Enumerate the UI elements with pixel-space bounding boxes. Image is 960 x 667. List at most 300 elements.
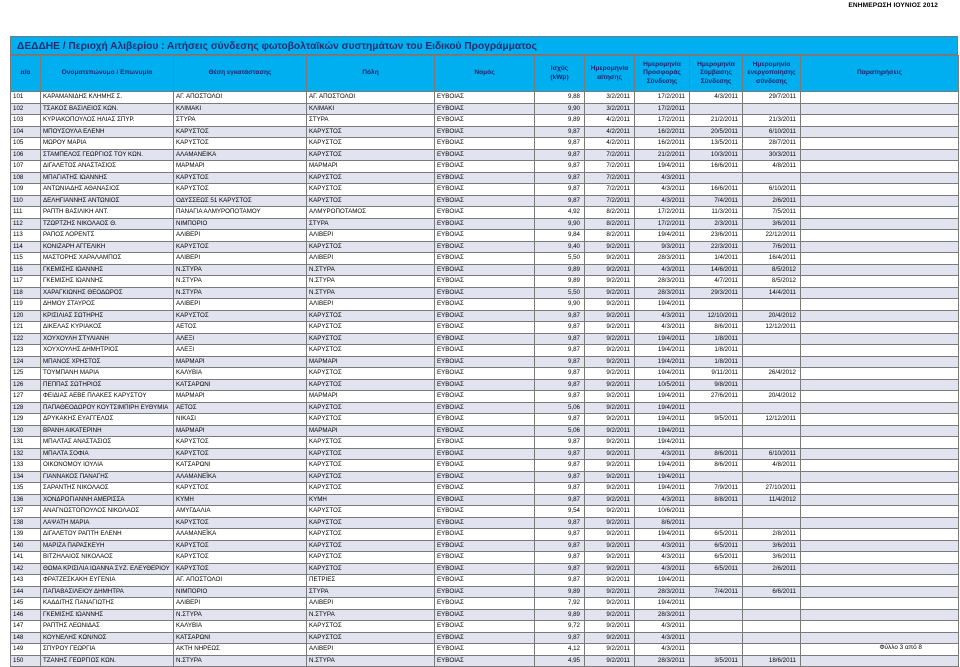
col-activation-date-cell: 27/10/2011 (743, 483, 801, 495)
col-offer-date-cell: 19/4/2011 (635, 471, 690, 483)
col-offer-date-cell: 4/3/2011 (635, 172, 690, 184)
col-application-date-cell: 9/2/2011 (585, 379, 635, 391)
table-row (11, 161, 959, 173)
col-name-cell: ΤΣΑΚΟΣ ΒΑΣΙΛΕΙΟΣ ΚΩΝ. (41, 103, 174, 115)
col-city-cell: ΚΑΡΥΣΤΟΣ (307, 563, 435, 575)
col-power-cell: 9,90 (535, 299, 585, 311)
col-location-cell: ΚΑΡΥΣΤΟΣ (174, 552, 307, 564)
col-offer-date-cell: 17/2/2011 (635, 103, 690, 115)
col-prefecture-cell: ΕΥΒΟΙΑΣ (435, 552, 535, 564)
col-location-cell: Ν.ΣΤΥΡΑ (174, 287, 307, 299)
col-index-cell: 101 (11, 92, 41, 104)
col-contract-date-cell: 3/5/2011 (690, 655, 743, 667)
col-power-cell: 9,87 (535, 494, 585, 506)
col-remarks-cell (801, 184, 959, 196)
col-application-date-cell: 9/2/2011 (585, 529, 635, 541)
col-power-cell: 5,06 (535, 425, 585, 437)
col-offer-date-cell: 17/2/2011 (635, 207, 690, 219)
col-application-date-cell: 9/2/2011 (585, 621, 635, 633)
table-row (11, 517, 959, 529)
col-activation-date-cell (743, 299, 801, 311)
table-row (11, 287, 959, 299)
col-contract-date-cell (690, 621, 743, 633)
col-power-cell: 5,50 (535, 287, 585, 299)
col-name-cell: ΤΖΑΝΗΣ ΓΕΩΡΓΙΟΣ ΚΩΝ. (41, 655, 174, 667)
col-prefecture-cell: ΕΥΒΟΙΑΣ (435, 368, 535, 380)
col-name-cell: ΠΑΠΑΒΑΣΙΛΕΙΟΥ ΔΗΜΗΤΡΑ (41, 586, 174, 598)
col-name-cell: ΚΥΡΙΑΚΟΠΟΥΛΟΣ ΗΛΙΑΣ ΣΠΥΡ. (41, 115, 174, 127)
col-offer-date-cell: 19/4/2011 (635, 345, 690, 357)
col-offer-date-cell: 19/4/2011 (635, 368, 690, 380)
col-location-cell: ΚΑΡΥΣΤΟΣ (174, 310, 307, 322)
col-activation-date-cell: 11/4/2012 (743, 494, 801, 506)
col-contract-date-cell: 6/5/2011 (690, 563, 743, 575)
col-location-cell: ΚΑΡΥΣΤΟΣ (174, 172, 307, 184)
col-name-cell: ΓΚΕΜΙΣΗΣ ΙΩΑΝΝΗΣ (41, 609, 174, 621)
col-location-cell: Ν.ΣΤΥΡΑ (174, 609, 307, 621)
col-offer-date-cell: 19/4/2011 (635, 391, 690, 403)
col-contract-date-cell (690, 103, 743, 115)
col-city-header: Πόλη (307, 56, 435, 92)
col-prefecture-cell: ΕΥΒΟΙΑΣ (435, 632, 535, 644)
col-application-date-cell: 7/2/2011 (585, 161, 635, 173)
col-offer-date-cell: 4/3/2011 (635, 644, 690, 656)
table-row (11, 506, 959, 518)
col-contract-date-cell: 7/9/2011 (690, 483, 743, 495)
col-application-date-cell: 9/2/2011 (585, 356, 635, 368)
col-power-cell: 9,87 (535, 552, 585, 564)
col-contract-date-cell (690, 402, 743, 414)
col-offer-date-cell: 19/4/2011 (635, 483, 690, 495)
col-contract-date-cell: 1/8/2011 (690, 333, 743, 345)
col-activation-date-cell (743, 575, 801, 587)
col-power-cell: 9,89 (535, 264, 585, 276)
col-application-date-cell: 9/2/2011 (585, 586, 635, 598)
col-index-cell: 136 (11, 494, 41, 506)
col-index-cell: 106 (11, 149, 41, 161)
col-activation-date-cell (743, 471, 801, 483)
col-power-cell: 9,87 (535, 172, 585, 184)
col-name-cell: ΤΟΥΜΠΑΝΗ ΜΑΡΙΑ (41, 368, 174, 380)
col-prefecture-cell: ΕΥΒΟΙΑΣ (435, 230, 535, 242)
col-prefecture-cell: ΕΥΒΟΙΑΣ (435, 287, 535, 299)
col-activation-date-cell: 20/4/2012 (743, 310, 801, 322)
col-location-cell: ΑΚΤΗ ΝΗΡΕΩΣ (174, 644, 307, 656)
col-index-cell: 149 (11, 644, 41, 656)
col-prefecture-cell: ΕΥΒΟΙΑΣ (435, 172, 535, 184)
col-city-cell: ΚΑΡΥΣΤΟΣ (307, 345, 435, 357)
col-application-date-cell: 9/2/2011 (585, 506, 635, 518)
col-offer-date-cell: 19/4/2011 (635, 529, 690, 541)
col-city-cell: ΚΑΡΥΣΤΟΣ (307, 402, 435, 414)
col-remarks-cell (801, 345, 959, 357)
col-prefecture-cell: ΕΥΒΟΙΑΣ (435, 448, 535, 460)
col-remarks-cell (801, 425, 959, 437)
table-row (11, 391, 959, 403)
col-application-date-cell: 9/2/2011 (585, 598, 635, 610)
col-city-cell: ΚΑΡΥΣΤΟΣ (307, 552, 435, 564)
col-prefecture-cell: ΕΥΒΟΙΑΣ (435, 299, 535, 311)
col-remarks-cell (801, 172, 959, 184)
col-city-cell: ΚΑΡΥΣΤΟΣ (307, 437, 435, 449)
col-activation-date-cell (743, 598, 801, 610)
col-power-cell: 4,92 (535, 207, 585, 219)
col-index-cell: 142 (11, 563, 41, 575)
table-row (11, 264, 959, 276)
col-name-cell: ΚΟΥΝΕΛΗΣ ΚΩΝ/ΝΟΣ (41, 632, 174, 644)
col-remarks-cell (801, 218, 959, 230)
col-remarks-cell (801, 483, 959, 495)
col-index-cell: 132 (11, 448, 41, 460)
col-name-cell: ΑΝΤΩΝΙΑΔΗΣ ΑΘΑΝΑΣΙΟΣ (41, 184, 174, 196)
col-name-cell: ΡΑΠΤΗΣ ΛΕΩΝΙΔΑΣ (41, 621, 174, 633)
col-location-cell: ΜΑΡΜΑΡΙ (174, 425, 307, 437)
col-offer-date-cell: 4/3/2011 (635, 448, 690, 460)
col-remarks-cell (801, 241, 959, 253)
col-city-cell: ΑΛΙΒΕΡΙ (307, 230, 435, 242)
col-prefecture-cell: ΕΥΒΟΙΑΣ (435, 540, 535, 552)
table-row (11, 299, 959, 311)
col-name-cell: ΜΠΟΥΣΟΥΛΑ ΕΛΕΝΗ (41, 126, 174, 138)
col-city-cell: ΜΑΡΜΑΡΙ (307, 356, 435, 368)
col-name-cell: ΧΟΝΔΡΟΓΙΑΝΝΗ ΑΜΕΡΙΣΣΑ (41, 494, 174, 506)
col-contract-date-cell: 8/6/2011 (690, 322, 743, 334)
col-remarks-cell (801, 195, 959, 207)
col-remarks-header: Παρατηρήσεις (801, 56, 959, 92)
col-location-cell: ΜΑΡΜΑΡΙ (174, 161, 307, 173)
col-activation-date-cell: 16/4/2011 (743, 253, 801, 265)
col-activation-date-cell (743, 379, 801, 391)
col-location-cell: Ν.ΣΤΥΡΑ (174, 264, 307, 276)
col-index-cell: 134 (11, 471, 41, 483)
col-remarks-cell (801, 586, 959, 598)
col-application-date-cell: 9/2/2011 (585, 483, 635, 495)
col-offer-date-cell: 28/3/2011 (635, 609, 690, 621)
col-index-cell: 111 (11, 207, 41, 219)
col-city-cell: ΚΑΡΥΣΤΟΣ (307, 184, 435, 196)
col-index-cell: 119 (11, 299, 41, 311)
col-name-cell: ΚΡΙΣΙΛΙΑΣ ΣΩΤΗΡΗΣ (41, 310, 174, 322)
col-offer-date-cell: 19/4/2011 (635, 437, 690, 449)
col-prefecture-cell: ΕΥΒΟΙΑΣ (435, 621, 535, 633)
col-name-cell: ΔΡΥΚΑΚΗΣ ΕΥΑΓΓΕΛΟΣ (41, 414, 174, 426)
col-name-cell: ΜΑΡΙΖΑ ΠΑΡΑΣΚΕΥΗ (41, 540, 174, 552)
col-index-cell: 144 (11, 586, 41, 598)
col-offer-date-cell: 4/3/2011 (635, 540, 690, 552)
col-index-cell: 145 (11, 598, 41, 610)
col-index-cell: 148 (11, 632, 41, 644)
col-offer-date-cell: 28/3/2011 (635, 287, 690, 299)
col-application-date-cell: 8/2/2011 (585, 218, 635, 230)
col-city-cell: ΚΑΡΥΣΤΟΣ (307, 172, 435, 184)
col-city-cell: ΚΑΡΥΣΤΟΣ (307, 138, 435, 150)
col-city-cell: ΣΤΥΡΑ (307, 586, 435, 598)
col-remarks-cell (801, 506, 959, 518)
col-location-cell: Ν.ΣΤΥΡΑ (174, 655, 307, 667)
table-row (11, 460, 959, 472)
col-remarks-cell (801, 414, 959, 426)
col-location-cell: ΑΛΕΞΙ (174, 333, 307, 345)
col-application-date-cell: 9/2/2011 (585, 391, 635, 403)
col-remarks-cell (801, 494, 959, 506)
col-activation-date-cell (743, 609, 801, 621)
col-contract-date-cell: 11/3/2011 (690, 207, 743, 219)
col-offer-date-cell: 28/3/2011 (635, 276, 690, 288)
col-contract-date-cell: 2/3/2011 (690, 218, 743, 230)
col-offer-date-cell: 28/3/2011 (635, 655, 690, 667)
col-name-cell: ΛΑΨΑΤΗ ΜΑΡΙΑ (41, 517, 174, 529)
col-power-cell: 4,95 (535, 655, 585, 667)
col-contract-date-cell (690, 172, 743, 184)
col-location-cell: ΚΑΤΣΑΡΩΝΙ (174, 632, 307, 644)
col-remarks-cell (801, 460, 959, 472)
col-index-cell: 115 (11, 253, 41, 265)
col-activation-date-cell: 21/3/2011 (743, 115, 801, 127)
col-name-cell: ΤΖΩΡΤΖΗΣ ΝΙΚΟΛΑΟΣ Θ. (41, 218, 174, 230)
table-row (11, 644, 959, 656)
table-row (11, 483, 959, 495)
col-name-cell: ΧΑΡΑΓΚΙΩΝΗΣ ΘΕΟΔΩΡΟΣ (41, 287, 174, 299)
col-power-cell: 9,87 (535, 184, 585, 196)
col-index-cell: 108 (11, 172, 41, 184)
col-contract-date-cell (690, 644, 743, 656)
col-activation-date-cell: 20/4/2012 (743, 391, 801, 403)
col-power-cell: 9,89 (535, 609, 585, 621)
col-name-cell: ΡΑΠΟΣ ΛΟΡΕΝΤΣ (41, 230, 174, 242)
col-application-date-cell: 8/2/2011 (585, 230, 635, 242)
col-contract-date-cell (690, 299, 743, 311)
col-application-date-cell: 9/2/2011 (585, 345, 635, 357)
col-application-date-cell: 9/2/2011 (585, 241, 635, 253)
col-activation-date-cell: 22/12/2011 (743, 230, 801, 242)
col-offer-date-cell: 8/6/2011 (635, 517, 690, 529)
col-contract-date-cell (690, 609, 743, 621)
col-application-date-cell: 9/2/2011 (585, 437, 635, 449)
col-power-cell: 9,87 (535, 575, 585, 587)
col-name-cell: ΟΙΚΟΝΟΜΟΥ ΙΟΥΛΙΑ (41, 460, 174, 472)
col-city-cell: ΑΛΙΒΕΡΙ (307, 598, 435, 610)
col-name-cell: ΠΑΠΑΘΕΟΔΩΡΟΥ ΚΟΥΤΣΙΜΠΙΡΗ ΕΥΘΥΜΙΑ (41, 402, 174, 414)
col-contract-date-cell (690, 517, 743, 529)
col-offer-date-cell: 10/6/2011 (635, 506, 690, 518)
col-city-cell: ΚΑΡΥΣΤΟΣ (307, 529, 435, 541)
col-offer-date-cell: 10/5/2011 (635, 379, 690, 391)
col-prefecture-cell: ΕΥΒΟΙΑΣ (435, 563, 535, 575)
col-activation-date-cell: 14/4/2011 (743, 287, 801, 299)
col-location-cell: ΑΛΙΒΕΡΙ (174, 230, 307, 242)
col-city-cell: ΚΑΡΥΣΤΟΣ (307, 483, 435, 495)
col-power-cell: 9,87 (535, 540, 585, 552)
col-city-cell: ΑΛΜΥΡΟΠΟΤΑΜΟΣ (307, 207, 435, 219)
col-power-cell: 9,89 (535, 276, 585, 288)
col-city-cell: ΚΑΡΥΣΤΟΣ (307, 471, 435, 483)
table-row (11, 379, 959, 391)
col-city-cell: ΚΑΡΥΣΤΟΣ (307, 540, 435, 552)
col-city-cell: ΚΑΡΥΣΤΟΣ (307, 322, 435, 334)
col-activation-date-cell: 4/8/2011 (743, 161, 801, 173)
col-application-date-cell: 7/2/2011 (585, 149, 635, 161)
col-name-cell: ΓΚΕΜΙΣΗΣ ΙΩΑΝΝΗΣ (41, 264, 174, 276)
col-power-cell: 9,87 (535, 138, 585, 150)
col-contract-date-cell: 8/6/2011 (690, 460, 743, 472)
col-index-cell: 138 (11, 517, 41, 529)
col-contract-date-cell: 8/6/2011 (690, 448, 743, 460)
col-remarks-cell (801, 310, 959, 322)
col-power-cell: 9,87 (535, 517, 585, 529)
col-application-date-cell: 3/2/2011 (585, 103, 635, 115)
col-location-cell: ΑΛΕΞΙ (174, 345, 307, 357)
col-contract-date-cell: 9/8/2011 (690, 379, 743, 391)
col-contract-date-cell: 6/5/2011 (690, 540, 743, 552)
col-activation-date-cell (743, 517, 801, 529)
col-name-cell: ΚΟΝΙΖΑΡΗ ΑΓΓΕΛΙΚΗ (41, 241, 174, 253)
col-application-date-cell: 9/2/2011 (585, 414, 635, 426)
col-power-cell: 9,87 (535, 161, 585, 173)
col-prefecture-cell: ΕΥΒΟΙΑΣ (435, 149, 535, 161)
col-city-cell: ΚΑΡΥΣΤΟΣ (307, 310, 435, 322)
table-row (11, 207, 959, 219)
col-remarks-cell (801, 391, 959, 403)
table-row (11, 195, 959, 207)
col-prefecture-cell: ΕΥΒΟΙΑΣ (435, 253, 535, 265)
col-city-cell: ΑΛΙΒΕΡΙ (307, 299, 435, 311)
col-application-date-cell: 8/2/2011 (585, 207, 635, 219)
col-city-cell: ΜΑΡΜΑΡΙ (307, 161, 435, 173)
col-remarks-cell (801, 126, 959, 138)
col-contract-date-cell (690, 632, 743, 644)
col-index-header: α/α (11, 56, 41, 92)
col-offer-date-cell: 4/3/2011 (635, 195, 690, 207)
col-remarks-cell (801, 103, 959, 115)
col-activation-date-cell: 8/5/2012 (743, 264, 801, 276)
col-activation-date-cell: 4/8/2011 (743, 460, 801, 472)
col-application-date-cell: 9/2/2011 (585, 471, 635, 483)
col-contract-date-cell (690, 471, 743, 483)
col-prefecture-cell: ΕΥΒΟΙΑΣ (435, 115, 535, 127)
table-row (11, 414, 959, 426)
col-prefecture-cell: ΕΥΒΟΙΑΣ (435, 402, 535, 414)
col-prefecture-cell: ΕΥΒΟΙΑΣ (435, 241, 535, 253)
table-row (11, 598, 959, 610)
col-index-cell: 122 (11, 333, 41, 345)
table-row (11, 655, 959, 667)
col-index-cell: 113 (11, 230, 41, 242)
col-prefecture-cell: ΕΥΒΟΙΑΣ (435, 207, 535, 219)
col-contract-date-cell (690, 575, 743, 587)
col-prefecture-cell: ΕΥΒΟΙΑΣ (435, 460, 535, 472)
col-prefecture-cell: ΕΥΒΟΙΑΣ (435, 138, 535, 150)
col-name-cell: ΧΟΥΧΟΥΛΗ ΣΤΥΛΙΑΝΗ (41, 333, 174, 345)
col-application-date-cell: 9/2/2011 (585, 253, 635, 265)
col-location-cell: ΚΑΡΥΣΤΟΣ (174, 241, 307, 253)
col-application-date-cell: 9/2/2011 (585, 425, 635, 437)
col-index-cell: 128 (11, 402, 41, 414)
col-name-cell: ΣΤΑΜΠΕΛΟΣ ΓΕΩΡΓΙΟΣ ΤΟΥ ΚΩΝ. (41, 149, 174, 161)
col-offer-date-header: Ημερομηνία Προσφοράς Σύνδεσης (635, 56, 690, 92)
table-row (11, 437, 959, 449)
col-location-cell: ΚΑΤΣΑΡΩΝΙ (174, 379, 307, 391)
col-location-cell: ΣΤΥΡΑ (174, 115, 307, 127)
table-row (11, 115, 959, 127)
col-remarks-cell (801, 517, 959, 529)
table-row (11, 540, 959, 552)
col-offer-date-cell: 19/4/2011 (635, 598, 690, 610)
col-contract-date-cell: 27/6/2011 (690, 391, 743, 403)
col-contract-date-cell: 14/6/2011 (690, 264, 743, 276)
col-offer-date-cell: 17/2/2011 (635, 218, 690, 230)
col-city-cell: ΚΑΡΥΣΤΟΣ (307, 506, 435, 518)
col-city-cell: Ν.ΣΤΥΡΑ (307, 287, 435, 299)
col-prefecture-cell: ΕΥΒΟΙΑΣ (435, 586, 535, 598)
col-name-cell: ΣΑΡΑΝΤΗΣ ΝΙΚΟΛΑΟΣ (41, 483, 174, 495)
col-offer-date-cell: 17/2/2011 (635, 92, 690, 104)
col-activation-date-cell (743, 333, 801, 345)
document-title: ΔΕΔΔΗΕ / Περιοχή Αλιβερίου : Αιτήσεις σύνδεσης φωτοβολταϊκών συστημάτων του Ειδικού Προγράμματος (10, 36, 958, 55)
col-location-cell: ΑΓ. ΑΠΟΣΤΟΛΟΙ (174, 575, 307, 587)
col-application-date-cell: 9/2/2011 (585, 609, 635, 621)
col-power-cell: 9,87 (535, 149, 585, 161)
col-offer-date-cell: 9/3/2011 (635, 241, 690, 253)
col-location-cell: ΑΛΑΜΑΝΕΪΚΑ (174, 471, 307, 483)
col-remarks-cell (801, 299, 959, 311)
col-prefecture-cell: ΕΥΒΟΙΑΣ (435, 437, 535, 449)
table-header-row (11, 56, 959, 92)
col-index-cell: 146 (11, 609, 41, 621)
col-power-cell: 9,87 (535, 471, 585, 483)
col-location-cell: ΑΕΤΟΣ (174, 322, 307, 334)
col-prefecture-cell: ΕΥΒΟΙΑΣ (435, 494, 535, 506)
col-location-cell: ΝΙΜΠΟΡΙΟ (174, 218, 307, 230)
col-city-cell: ΚΑΡΥΣΤΟΣ (307, 368, 435, 380)
col-activation-date-cell: 2/8/2011 (743, 529, 801, 541)
col-power-cell: 9,89 (535, 586, 585, 598)
col-contract-date-cell: 7/4/2011 (690, 586, 743, 598)
update-note: ΕΝΗΜΕΡΩΣΗ ΙΟΥΝΙΟΣ 2012 (848, 2, 938, 9)
table-row (11, 586, 959, 598)
col-city-cell: ΚΑΡΥΣΤΟΣ (307, 448, 435, 460)
col-remarks-cell (801, 115, 959, 127)
col-activation-date-cell (743, 437, 801, 449)
col-prefecture-cell: ΕΥΒΟΙΑΣ (435, 506, 535, 518)
col-power-cell: 7,92 (535, 598, 585, 610)
col-contract-date-cell: 4/3/2011 (690, 92, 743, 104)
col-activation-date-cell: 3/6/2011 (743, 218, 801, 230)
col-city-cell: ΚΑΡΥΣΤΟΣ (307, 379, 435, 391)
col-offer-date-cell: 4/3/2011 (635, 322, 690, 334)
col-name-cell: ΜΠΑΛΤΑΣ ΑΝΑΣΤΑΣΙΟΣ (41, 437, 174, 449)
col-remarks-cell (801, 368, 959, 380)
col-contract-date-cell (690, 598, 743, 610)
col-location-cell: ΚΑΛΥΒΙΑ (174, 368, 307, 380)
col-name-cell: ΔΙΓΑΛΕΤΟΣ ΑΝΑΣΤΑΣΙΟΣ (41, 161, 174, 173)
table-row (11, 368, 959, 380)
col-city-cell: Ν.ΣΤΥΡΑ (307, 609, 435, 621)
col-activation-date-cell: 2/6/2011 (743, 563, 801, 575)
col-location-cell: ΜΑΡΜΑΡΙ (174, 391, 307, 403)
col-contract-date-cell: 8/8/2011 (690, 494, 743, 506)
col-remarks-cell (801, 563, 959, 575)
col-city-cell: ΚΑΡΥΣΤΟΣ (307, 460, 435, 472)
col-power-cell: 9,90 (535, 218, 585, 230)
col-offer-date-cell: 4/3/2011 (635, 184, 690, 196)
col-remarks-cell (801, 356, 959, 368)
col-prefecture-cell: ΕΥΒΟΙΑΣ (435, 264, 535, 276)
col-prefecture-cell: ΕΥΒΟΙΑΣ (435, 644, 535, 656)
col-activation-date-cell (743, 356, 801, 368)
col-power-cell: 9,87 (535, 310, 585, 322)
col-application-date-cell: 9/2/2011 (585, 632, 635, 644)
table-row (11, 471, 959, 483)
